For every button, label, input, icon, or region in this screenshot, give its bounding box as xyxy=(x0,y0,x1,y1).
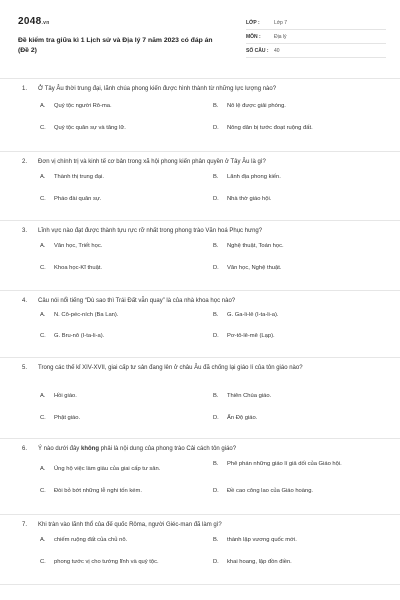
question-1: 1. Ở Tây Âu thời trung đại, lãnh chúa phong kiến được hình thành từ những lực lượng nào? A. Quý tộc người Rô-ma. B. Nô lệ được giải phóng. C. Quý tộc quân sự và tăng lữ. D. Nông dân bị tước đoạt ruộng đất. xyxy=(0,78,400,151)
question-stem: 1. Ở Tây Âu thời trung đại, lãnh chúa phong kiến được hình thành từ những lực lượng nào? xyxy=(22,86,277,92)
meta-row-subject xyxy=(246,30,386,44)
question-7: 7. Khi tràn vào lãnh thổ của đế quốc Rôma, người Giéc-man đã làm gì? A. chiếm ruộng đất của chủ nô. B. thành lập vương quốc mới. C. phong tước vị cho tướng lĩnh và quý tộc. D. khai hoang, lập đồn điền. xyxy=(0,514,400,584)
meta-key: LỚP : xyxy=(246,20,260,26)
meta-row-count xyxy=(246,44,386,58)
question-stem: 3. Lĩnh vực nào đạt được thành tựu rực rỡ nhất trong phong trào Văn hoá Phục hưng? xyxy=(22,228,263,234)
site-logo[interactable]: 2048.vn xyxy=(18,16,50,27)
emphasis-not: không xyxy=(80,446,99,452)
meta-value: Địa lý xyxy=(274,34,287,40)
question-stem: 5. Trong các thế kỉ XIV-XVII, giai cấp tư sản đang lên ở châu Âu đã chống lại giáo lí của tôn giáo nào? xyxy=(22,365,303,371)
document-title: Đề kiểm tra giữa kì 1 Lịch sử và Địa lý 7 năm 2023 có đáp án (Đề 2) xyxy=(18,37,213,54)
question-4: 4. Câu nói nổi tiếng “Dù sao thì Trái Đất vẫn quay” là của nhà khoa học nào? A. N. Cô-péc-ních (Ba Lan). B. G. Ga-li-lê (I-ta-li-a). C. G. Bru-nô (I-ta-li-a). D. Pơ-tô-lê-mê (Lạp). xyxy=(0,290,400,357)
question-2: 2. Đơn vị chính trị và kinh tế cơ bản trong xã hội phong kiến phân quyền ở Tây Âu là gì? A. Thành thị trung đại. B. Lãnh địa phong kiến. C. Pháo đài quân sự. D. Nhà thờ giáo hội. xyxy=(0,151,400,220)
question-divider xyxy=(0,584,400,600)
meta-key: MÔN : xyxy=(246,34,261,40)
question-6: 6. Ý nào dưới đây không phải là nội dung của phong trào Cải cách tôn giáo? A. Ủng hộ việc làm giàu của giai cấp tư sản. B. Phê phán những giáo lí giả dối của Giáo hội. C. Đòi bỏ bớt những lễ nghi tốn kém. D. Đề cao công lao của Giáo hoàng. xyxy=(0,438,400,514)
question-stem: 4. Câu nói nổi tiếng “Dù sao thì Trái Đất vẫn quay” là của nhà khoa học nào? xyxy=(22,298,236,304)
question-stem: 2. Đơn vị chính trị và kinh tế cơ bản trong xã hội phong kiến phân quyền ở Tây Âu là gì? xyxy=(22,159,266,165)
question-list xyxy=(0,78,400,600)
meta-table xyxy=(246,16,386,58)
question-stem: 6. Ý nào dưới đây không phải là nội dung của phong trào Cải cách tôn giáo? xyxy=(22,446,237,452)
question-3: 3. Lĩnh vực nào đạt được thành tựu rực rỡ nhất trong phong trào Văn hoá Phục hưng? A. Văn học, Triết học. B. Nghệ thuật, Toán học. C. Khoa học-Kĩ thuật. D. Văn học, Nghệ thuật. xyxy=(0,220,400,290)
meta-value: 40 xyxy=(274,48,280,54)
meta-key: SỐ CÂU : xyxy=(246,48,269,54)
meta-value: Lớp 7 xyxy=(274,20,288,26)
header xyxy=(18,14,388,76)
meta-row-class xyxy=(246,16,386,30)
question-stem: 7. Khi tràn vào lãnh thổ của đế quốc Rôma, người Giéc-man đã làm gì? xyxy=(22,522,222,528)
question-5: 5. Trong các thế kỉ XIV-XVII, giai cấp tư sản đang lên ở châu Âu đã chống lại giáo lí của tôn giáo nào? A. Hồi giáo. B. Thiên Chúa giáo. C. Phật giáo. D. Ấn Độ giáo. xyxy=(0,357,400,438)
